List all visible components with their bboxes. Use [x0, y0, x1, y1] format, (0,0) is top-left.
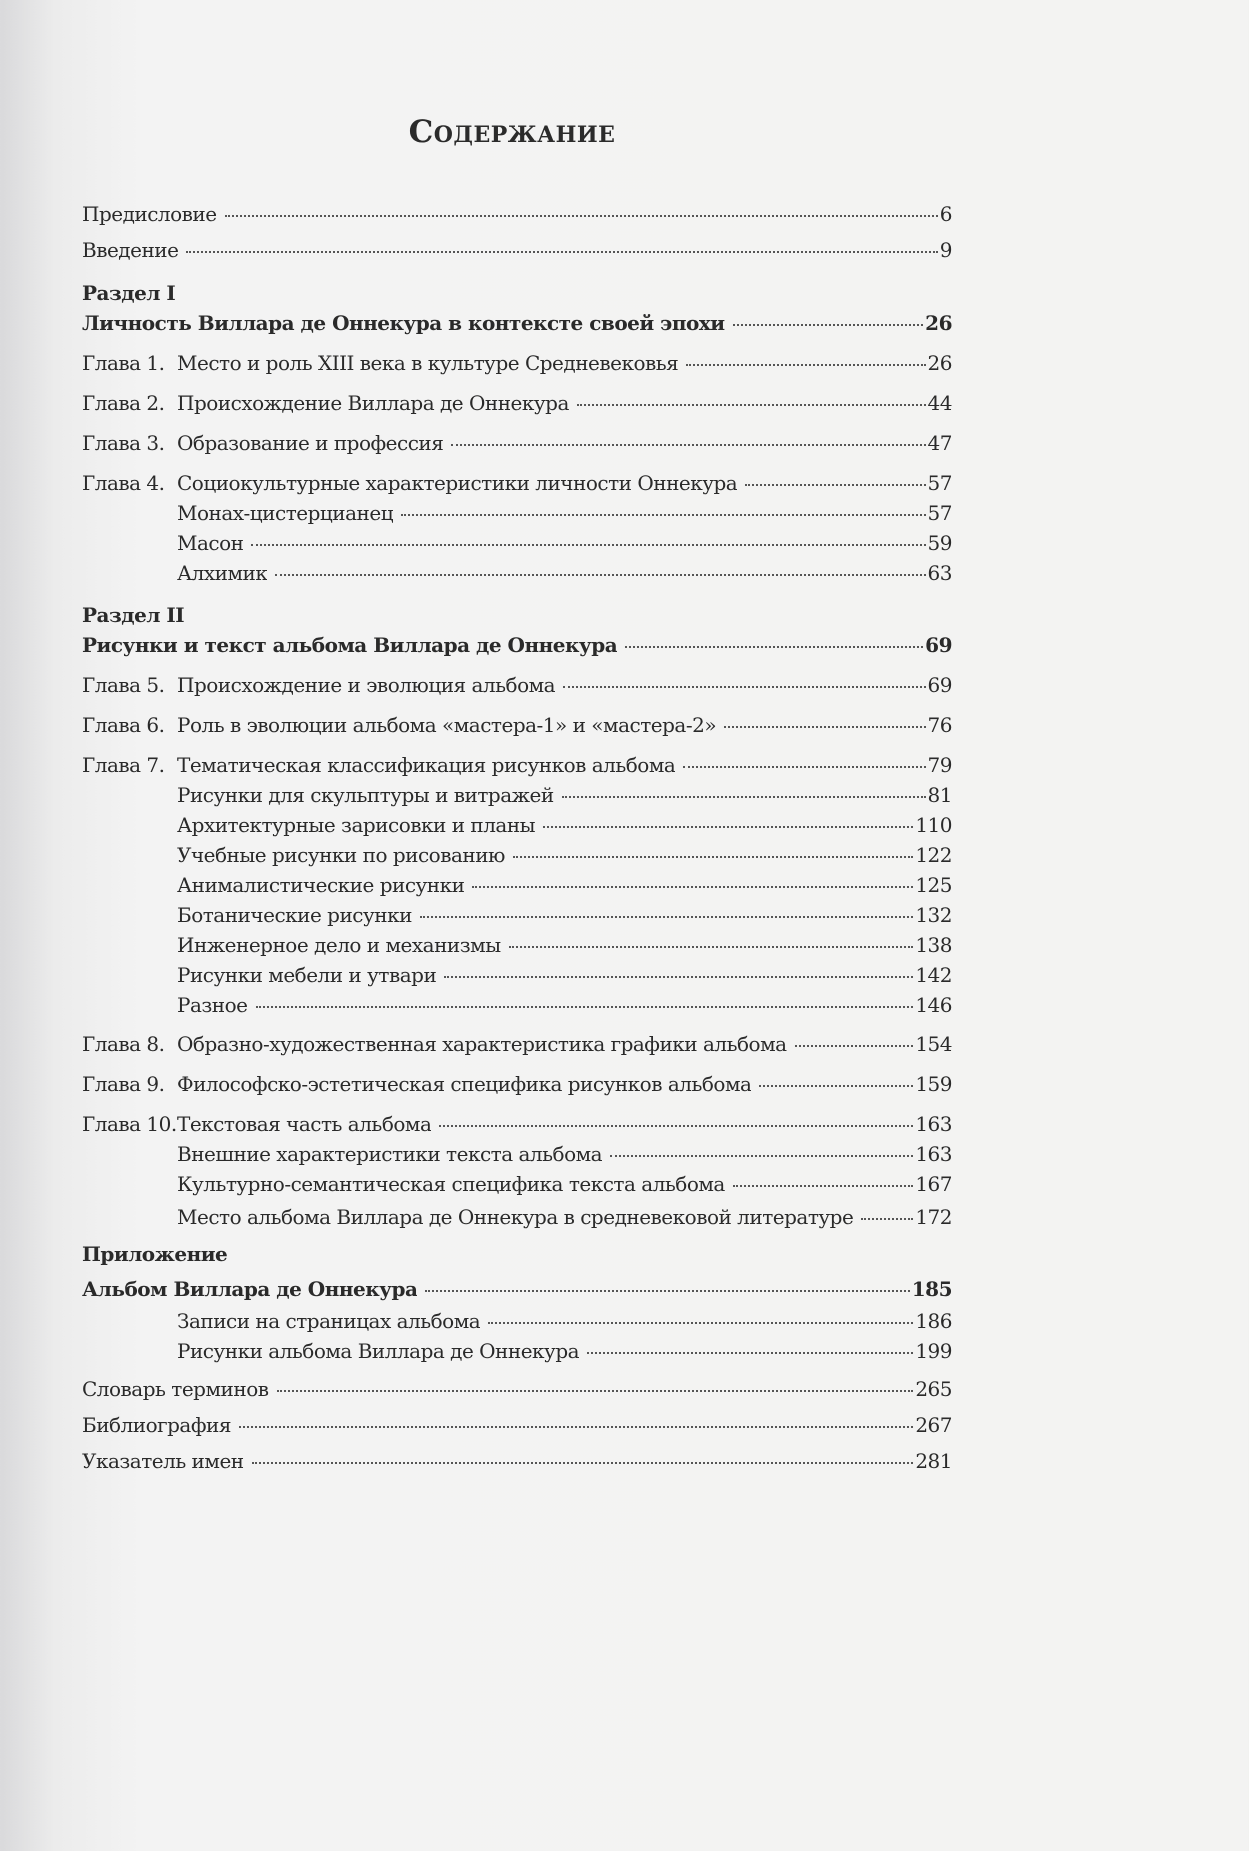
- entry-title: Масон: [177, 531, 244, 555]
- dot-leader: [733, 1184, 913, 1187]
- entry-title: Алхимик: [177, 561, 268, 585]
- page-number: 76: [927, 713, 952, 737]
- dot-leader: [251, 543, 925, 546]
- entry-title: Записи на страницах альбома: [177, 1309, 481, 1333]
- toc-subentry: [177, 782, 952, 808]
- toc-chapter-entry: [82, 712, 952, 738]
- dot-leader: [587, 1351, 913, 1354]
- page-number: 265: [915, 1377, 952, 1401]
- entry-title: Введение: [82, 238, 179, 262]
- dot-leader: [724, 725, 925, 728]
- page-number: 69: [927, 673, 952, 697]
- dot-leader: [577, 403, 926, 406]
- toc-subentry: [177, 560, 952, 586]
- toc-chapter-entry: [82, 672, 952, 698]
- chapter-number: Глава 6.: [82, 713, 165, 737]
- toc-entry: [82, 632, 952, 658]
- toc-chapter-entry: [82, 350, 952, 376]
- entry-title: Библиография: [82, 1413, 231, 1437]
- dot-leader: [256, 1005, 914, 1008]
- dot-leader: [610, 1154, 913, 1157]
- chapter-number: Глава 2.: [82, 391, 165, 415]
- toc-entry: [82, 237, 952, 263]
- dot-leader: [625, 645, 923, 648]
- page-number: 186: [915, 1309, 952, 1333]
- page-number: 9: [939, 238, 952, 262]
- page-number: 132: [915, 903, 952, 927]
- dot-leader: [513, 855, 913, 858]
- toc-entry: [82, 1448, 952, 1474]
- dot-leader: [277, 1389, 914, 1392]
- toc-subentry: [177, 872, 952, 898]
- entry-title: Рисунки и текст альбома Виллара де Оннекура: [82, 633, 618, 657]
- chapter-number: Глава 9.: [82, 1072, 165, 1096]
- toc-entry: [82, 201, 952, 227]
- chapter-number: Глава 1.: [82, 351, 165, 375]
- dot-leader: [759, 1084, 913, 1087]
- toc-chapter-entry: [82, 390, 952, 416]
- entry-title: Рисунки альбома Виллара де Оннекура: [177, 1339, 580, 1363]
- page-number: 6: [939, 202, 952, 226]
- dot-leader: [401, 513, 925, 516]
- page-number: 47: [927, 431, 952, 455]
- entry-title: Образование и профессия: [177, 431, 444, 455]
- toc-subentry: [177, 1204, 952, 1230]
- toc-entry: [82, 1412, 952, 1438]
- page-number: 159: [915, 1072, 952, 1096]
- page-number: 79: [927, 753, 952, 777]
- chapter-number: Глава 5.: [82, 673, 165, 697]
- chapter-number: Глава 3.: [82, 431, 165, 455]
- toc-chapter-entry: [82, 752, 952, 778]
- entry-title: Словарь терминов: [82, 1377, 269, 1401]
- toc-chapter-entry: [82, 1031, 952, 1057]
- dot-leader: [562, 795, 926, 798]
- page-number: 142: [915, 963, 952, 987]
- entry-title: Учебные рисунки по рисованию: [177, 843, 505, 867]
- chapter-number: Глава 7.: [82, 753, 165, 777]
- entry-title: Культурно-семантическая специфика текста альбома: [177, 1172, 725, 1196]
- page-number: 163: [915, 1142, 952, 1166]
- toc-chapter-entry: [82, 470, 952, 496]
- entry-title: Место и роль XIII века в культуре Средневековья: [177, 351, 679, 375]
- entry-title: Монах-цистерцианец: [177, 501, 394, 525]
- dot-leader: [225, 214, 938, 217]
- entry-title: Место альбома Виллара де Оннекура в средневековой литературе: [177, 1205, 854, 1229]
- dot-leader: [186, 250, 937, 253]
- dot-leader: [444, 975, 913, 978]
- page-number: 69: [925, 633, 952, 657]
- toc-subentry: [177, 842, 952, 868]
- entry-title: Инженерное дело и механизмы: [177, 933, 501, 957]
- entry-title: Указатель имен: [82, 1449, 244, 1473]
- dot-leader: [563, 685, 925, 688]
- toc-subentry: [177, 1338, 952, 1364]
- entry-title: Тематическая классификация рисунков альбома: [177, 753, 676, 777]
- toc-entry: [82, 1376, 952, 1402]
- dot-leader: [420, 915, 913, 918]
- entry-title: Социокультурные характеристики личности Оннекура: [177, 471, 738, 495]
- entry-title: Анималистические рисунки: [177, 873, 465, 897]
- dot-leader: [451, 443, 925, 446]
- entry-title: Происхождение и эволюция альбома: [177, 673, 556, 697]
- page-number: 199: [915, 1339, 952, 1363]
- dot-leader: [861, 1217, 913, 1220]
- page-number: 146: [915, 993, 952, 1017]
- toc-entry: [82, 1276, 952, 1302]
- page-number: 63: [927, 561, 952, 585]
- dot-leader: [488, 1321, 913, 1324]
- page-title: Содержание: [408, 114, 616, 150]
- toc-chapter-entry: [82, 1071, 952, 1097]
- dot-leader: [795, 1044, 914, 1047]
- entry-title: Внешние характеристики текста альбома: [177, 1142, 603, 1166]
- entry-title: Происхождение Виллара де Оннекура: [177, 391, 569, 415]
- page-number: 172: [915, 1205, 952, 1229]
- toc-subentry: [177, 1308, 952, 1334]
- toc-chapter-entry: [82, 430, 952, 456]
- dot-leader: [239, 1425, 913, 1428]
- section-heading: Раздел II: [82, 603, 185, 627]
- page-number: 281: [915, 1449, 952, 1473]
- page-number: 44: [927, 391, 952, 415]
- page-number: 138: [915, 933, 952, 957]
- chapter-number: Глава 4.: [82, 471, 165, 495]
- dot-leader: [745, 483, 925, 486]
- dot-leader: [543, 825, 913, 828]
- toc-subentry: [177, 812, 952, 838]
- entry-title: Личность Виллара де Оннекура в контексте своей эпохи: [82, 311, 725, 335]
- toc-subentry: [177, 992, 952, 1018]
- dot-leader: [686, 363, 925, 366]
- page-number: 59: [927, 531, 952, 555]
- toc-subentry: [177, 902, 952, 928]
- entry-title: Архитектурные зарисовки и планы: [177, 813, 536, 837]
- toc-subentry: [177, 500, 952, 526]
- dot-leader: [472, 885, 913, 888]
- entry-title: Предисловие: [82, 202, 217, 226]
- toc-chapter-entry: [82, 1111, 952, 1137]
- page-number: 163: [915, 1112, 952, 1136]
- page-number: 154: [915, 1032, 952, 1056]
- page-number: 167: [915, 1172, 952, 1196]
- page-number: 125: [915, 873, 952, 897]
- page-number: 122: [915, 843, 952, 867]
- chapter-number: Глава 10.: [82, 1112, 177, 1136]
- dot-leader: [439, 1124, 913, 1127]
- entry-title: Ботанические рисунки: [177, 903, 412, 927]
- entry-title: Роль в эволюции альбома «мастера-1» и «мастера-2»: [177, 713, 717, 737]
- section-heading: Раздел I: [82, 281, 176, 305]
- entry-title: Альбом Виллара де Оннекура: [82, 1277, 418, 1301]
- dot-leader: [275, 573, 925, 576]
- page-number: 110: [915, 813, 952, 837]
- toc-subentry: [177, 530, 952, 556]
- entry-title: Рисунки мебели и утвари: [177, 963, 437, 987]
- page-number: 57: [927, 501, 952, 525]
- page-number: 267: [915, 1413, 952, 1437]
- entry-title: Образно-художественная характеристика графики альбома: [177, 1032, 787, 1056]
- toc-subentry: [177, 1141, 952, 1167]
- chapter-number: Глава 8.: [82, 1032, 165, 1056]
- toc-subentry: [177, 932, 952, 958]
- page-number: 26: [925, 311, 952, 335]
- dot-leader: [425, 1289, 909, 1292]
- entry-title: Текстовая часть альбома: [177, 1112, 432, 1136]
- entry-title: Рисунки для скульптуры и витражей: [177, 783, 554, 807]
- page-number: 185: [911, 1277, 952, 1301]
- page-number: 81: [927, 783, 952, 807]
- dot-leader: [252, 1461, 914, 1464]
- dot-leader: [683, 765, 925, 768]
- dot-leader: [733, 323, 924, 326]
- toc-entry: [82, 310, 952, 336]
- page-number: 26: [927, 351, 952, 375]
- toc-subentry: [177, 962, 952, 988]
- toc-subentry: [177, 1171, 952, 1197]
- dot-leader: [509, 945, 914, 948]
- page-number: 57: [927, 471, 952, 495]
- entry-title: Философско-эстетическая специфика рисунков альбома: [177, 1072, 752, 1096]
- entry-title: Разное: [177, 993, 248, 1017]
- section-heading: Приложение: [82, 1242, 228, 1266]
